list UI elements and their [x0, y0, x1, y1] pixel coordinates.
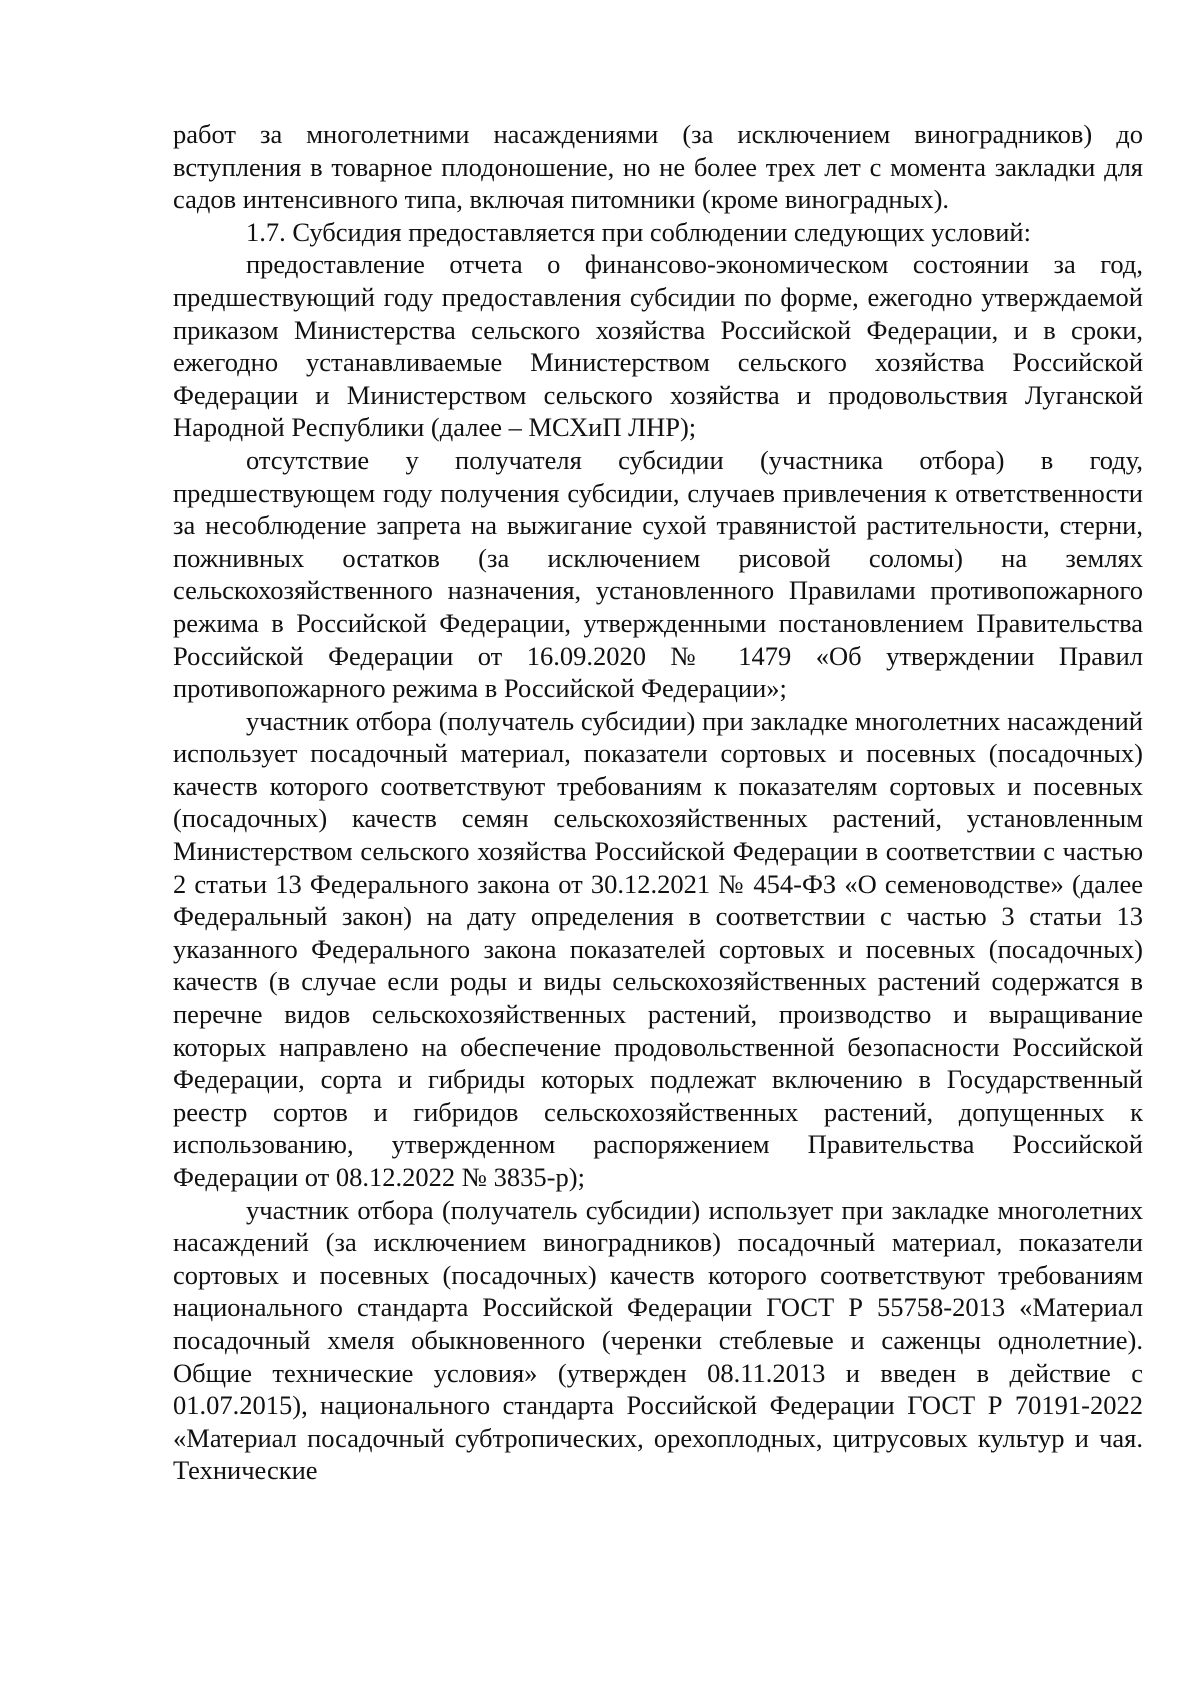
paragraph-section-1-7: 1.7. Субсидия предоставляется при соблюдении следующих условий: — [246, 216, 1031, 247]
paragraph-condition-report: предоставление отчета о финансово-экономическом состоянии за год, предшествующий году предоставления субсидии по форме, ежегодно утверждаемой приказом Министерства сельского хозяйства Российской Федерации, и в сроки, ежегодно устанавливаемые Министерством сельского хозяйства Российской Федерации и Министерством сельского хозяйства и продовольствия Луганской Народной Республики (далее – МСХиП ЛНР); — [173, 249, 1143, 443]
paragraph-condition-fire-safety: отсутствие у получателя субсидии (участника отбора) в году, предшествующем году получения субсидии, случаев привлечения к ответственности за несоблюдение запрета на выжигание сухой травянистой растительности, стерни, пожнивных остатков (за исключением рисовой соломы) на землях сельскохозяйственного назначения, установленного Правилами противопожарного режима в Российской Федерации, утвержденными постановлением Правительства Российской Федерации от 16.09.2020 № 1479 «Об утверждении Правил противопожарного режима в Российской Федерации»; — [173, 444, 1143, 704]
paragraph-continuation: работ за многолетними насаждениями (за исключением виноградников) до вступления в товарное плодоношение, но не более трех лет с момента закладки для садов интенсивного типа, включая питомники (кроме виноградных). — [173, 119, 1143, 215]
paragraph-condition-gost-standards: участник отбора (получатель субсидии) использует при закладке многолетних насаждений (за исключением виноградников) посадочный материал, показатели сортовых и посевных (посадочных) качеств которого соответствуют требованиям национального стандарта Российской Федерации ГОСТ Р 55758-2013 «Материал посадочный хмеля обыкновенного (черенки стеблевые и саженцы однолетние). Общие технические условия» (утвержден 08.11.2013 и введен в действие с 01.07.2015), национального стандарта Российской Федерации ГОСТ Р 70191-2022 «Материал посадочный субтропических, орехоплодных, цитрусовых культур и чая. Технические — [173, 1194, 1143, 1486]
document-page — [173, 118, 1143, 1487]
paragraph-condition-planting-material: участник отбора (получатель субсидии) при закладке многолетних насаждений использует посадочный материал, показатели сортовых и посевных (посадочных) качеств которого соответствуют требованиям к показателям сортовых и посевных (посадочных) качеств семян сельскохозяйственных растений, установленным Министерством сельского хозяйства Российской Федерации в соответствии с частью 2 статьи 13 Федерального закона от 30.12.2021 № 454-ФЗ «О семеноводстве» (далее Федеральный закон) на дату определения в соответствии с частью 3 статьи 13 указанного Федерального закона показателей сортовых и посевных (посадочных) качеств (в случае если роды и виды сельскохозяйственных растений содержатся в перечне видов сельскохозяйственных растений, производство и выращивание которых направлено на обеспечение продовольственной безопасности Российской Федерации, сорта и гибриды которых подлежат включению в Государственный реестр сортов и гибридов сельскохозяйственных растений, допущенных к использованию, утвержденном распоряжением Правительства Российской Федерации от 08.12.2022 № 3835-р); — [173, 705, 1143, 1192]
